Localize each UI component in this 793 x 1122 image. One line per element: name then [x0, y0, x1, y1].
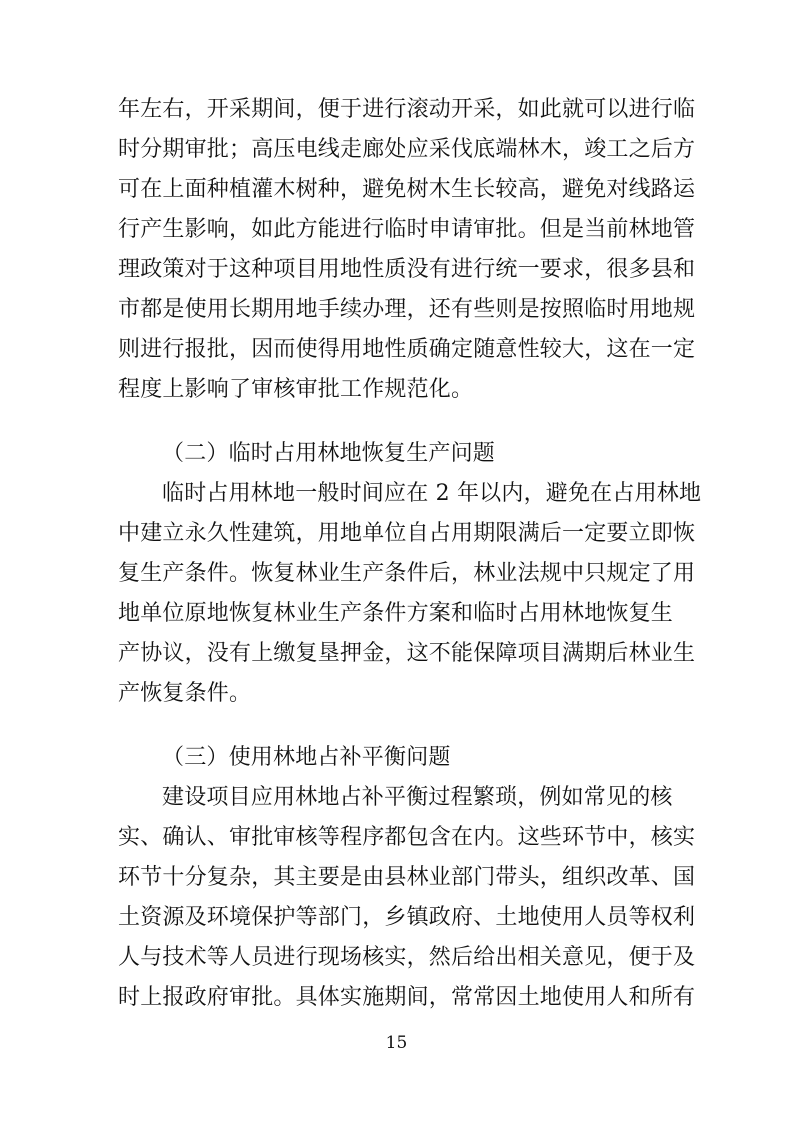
- page-number: 15: [385, 1033, 408, 1053]
- paragraph-line: 可在上面种植灌木树种，避免树木生长较高，避免对线路运: [118, 177, 696, 202]
- paragraph-line: 产恢复条件。: [118, 681, 252, 706]
- paragraph-line: 临时占用林地一般时间应在 2 年以内，避免在占用林地: [162, 481, 702, 506]
- section-heading: （二）临时占用林地恢复生产问题: [162, 441, 496, 466]
- paragraph-line: 建设项目应用林地占补平衡过程繁琐，例如常见的核: [162, 785, 673, 810]
- section-balance: [118, 738, 696, 1018]
- paragraph-line: 复生产条件。恢复林业生产条件后，林业法规中只规定了用: [118, 561, 696, 586]
- paragraph-line: 土资源及环境保护等部门，乡镇政府、土地使用人员等权利: [118, 905, 696, 930]
- paragraph-line: 市都是使用长期用地手续办理，还有些则是按照临时用地规: [118, 297, 696, 322]
- section-temporary-occupation: [118, 434, 702, 714]
- paragraph-line: 程度上影响了审核审批工作规范化。: [118, 377, 474, 402]
- paragraph-line: 实、确认、审批审核等程序都包含在内。这些环节中，核实: [118, 825, 696, 850]
- continuation-paragraph: [118, 90, 696, 410]
- paragraph-line: 人与技术等人员进行现场核实，然后给出相关意见，便于及: [118, 945, 696, 970]
- paragraph-line: 产协议，没有上缴复垦押金，这不能保障项目满期后林业生: [118, 641, 696, 666]
- paragraph-line: 年左右，开采期间，便于进行滚动开采，如此就可以进行临: [118, 97, 696, 122]
- paragraph-line: 时分期审批；高压电线走廊处应采伐底端林木，竣工之后方: [118, 137, 696, 162]
- paragraph-line: 地单位原地恢复林业生产条件方案和临时占用林地恢复生: [118, 601, 674, 626]
- paragraph-line: 环节十分复杂，其主要是由县林业部门带头，组织改革、国: [118, 865, 696, 890]
- paragraph-line: 理政策对于这种项目用地性质没有进行统一要求，很多县和: [118, 257, 696, 282]
- paragraph-line: 中建立永久性建筑，用地单位自占用期限满后一定要立即恢: [118, 521, 696, 546]
- section-heading: （三）使用林地占补平衡问题: [162, 745, 451, 770]
- paragraph-line: 则进行报批，因而使得用地性质确定随意性较大，这在一定: [118, 337, 696, 362]
- paragraph-line: 时上报政府审批。具体实施期间，常常因土地使用人和所有: [118, 985, 696, 1010]
- paragraph-line: 行产生影响，如此方能进行临时申请审批。但是当前林地管: [118, 217, 696, 242]
